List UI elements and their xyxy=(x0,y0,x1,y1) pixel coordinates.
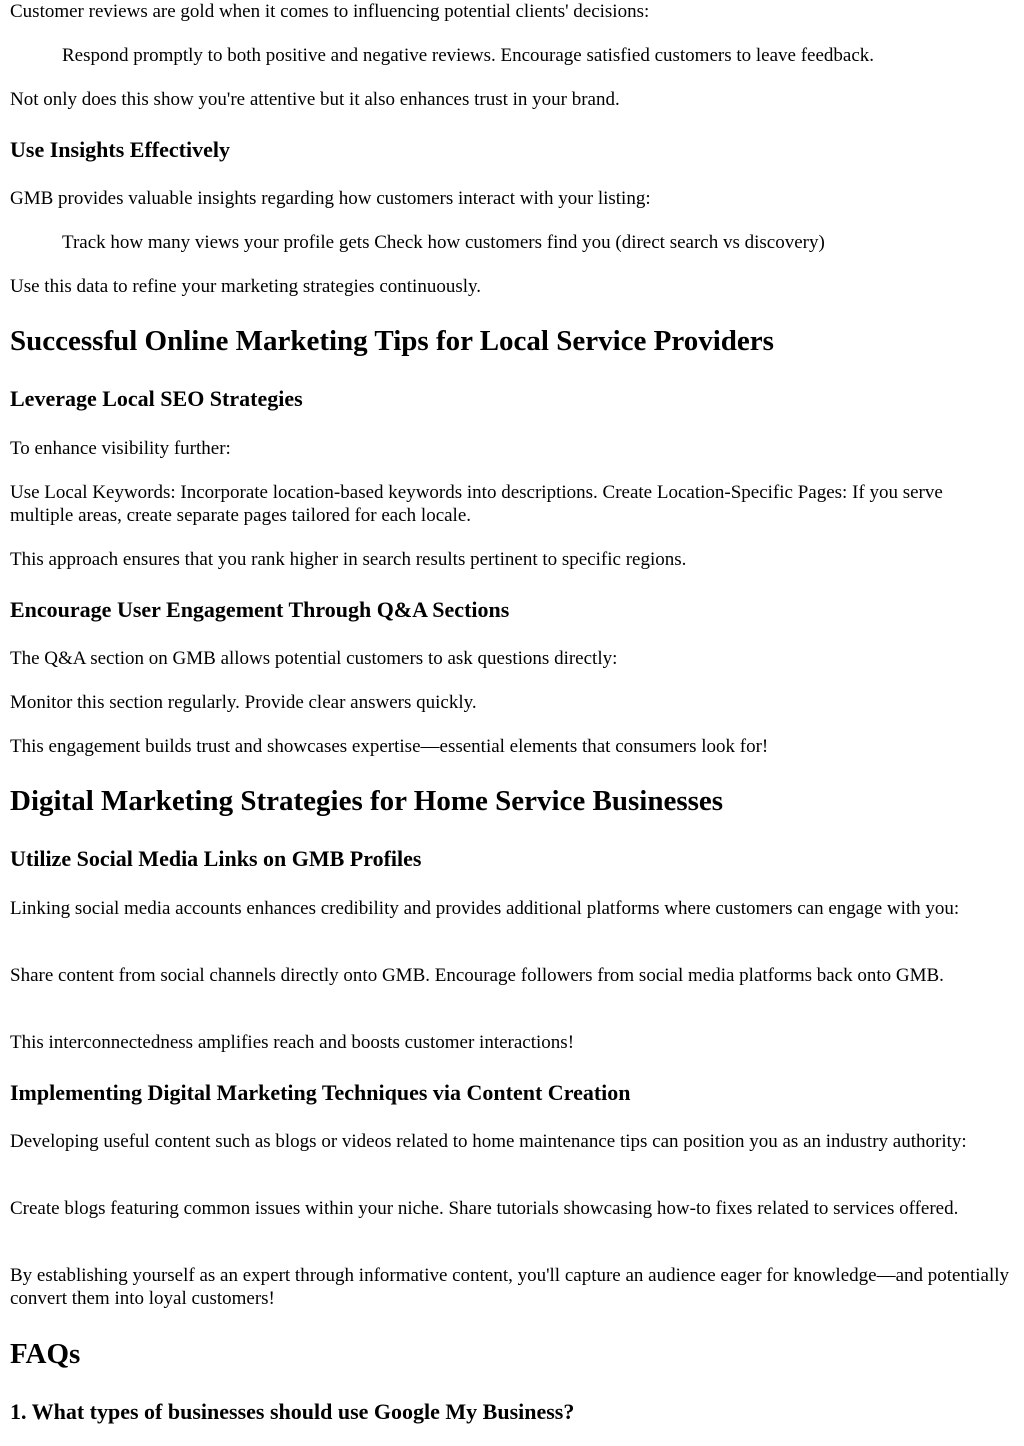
reviews-intro-paragraph: Customer reviews are gold when it comes to influencing potential clients' decisions: xyxy=(10,1,650,22)
qa-intro-paragraph: The Q&A section on GMB allows potential customers to ask questions directly: xyxy=(10,648,618,669)
content-outro-paragraph: By establishing yourself as an expert through informative content, you'll capture an audience eager for knowledge—and potentially convert them into loyal customers! xyxy=(10,1265,1010,1309)
social-list-paragraph: Share content from social channels directly onto GMB. Encourage followers from social media platforms back onto GMB. xyxy=(10,965,944,986)
insights-outro-paragraph: Use this data to refine your marketing strategies continuously. xyxy=(10,276,482,297)
insights-tips-blockquote: Track how many views your profile gets Check how customers find you (direct search vs discovery) xyxy=(62,232,825,253)
reviews-outro-paragraph: Not only does this show you're attentive but it also enhances trust in your brand. xyxy=(10,89,620,110)
reviews-tips-blockquote: Respond promptly to both positive and negative reviews. Encourage satisfied customers to leave feedback. xyxy=(62,45,875,66)
seo-heading: Leverage Local SEO Strategies xyxy=(10,386,303,411)
content-creation-heading: Implementing Digital Marketing Techniques via Content Creation xyxy=(10,1080,631,1105)
seo-list-paragraph: Use Local Keywords: Incorporate location-based keywords into descriptions. Create Location-Specific Pages: If you serve multiple areas, create separate pages tailored for each locale. xyxy=(10,482,943,526)
section-heading-online-marketing-tips: Successful Online Marketing Tips for Local Service Providers xyxy=(10,325,774,357)
faq-question-1: 1. What types of businesses should use Google My Business? xyxy=(10,1399,575,1424)
faqs-heading: FAQs xyxy=(10,1338,81,1370)
section-heading-home-service-strategies: Digital Marketing Strategies for Home Service Businesses xyxy=(10,785,724,817)
qa-outro-paragraph: This engagement builds trust and showcases expertise—essential elements that consumers look for! xyxy=(10,736,769,757)
content-intro-paragraph: Developing useful content such as blogs or videos related to home maintenance tips can position you as an industry authority: xyxy=(10,1131,967,1152)
social-outro-paragraph: This interconnectedness amplifies reach and boosts customer interactions! xyxy=(10,1032,575,1053)
social-heading: Utilize Social Media Links on GMB Profiles xyxy=(10,846,422,871)
social-intro-paragraph: Linking social media accounts enhances credibility and provides additional platforms where customers can engage with you: xyxy=(10,898,960,919)
seo-outro-paragraph: This approach ensures that you rank higher in search results pertinent to specific regions. xyxy=(10,549,687,570)
qa-heading: Encourage User Engagement Through Q&A Sections xyxy=(10,597,510,622)
content-list-paragraph: Create blogs featuring common issues within your niche. Share tutorials showcasing how-to fixes related to services offered. xyxy=(10,1198,959,1219)
seo-intro-paragraph: To enhance visibility further: xyxy=(10,438,231,459)
insights-heading: Use Insights Effectively xyxy=(10,137,230,162)
qa-list-paragraph: Monitor this section regularly. Provide clear answers quickly. xyxy=(10,692,477,713)
insights-intro-paragraph: GMB provides valuable insights regarding how customers interact with your listing: xyxy=(10,188,651,209)
